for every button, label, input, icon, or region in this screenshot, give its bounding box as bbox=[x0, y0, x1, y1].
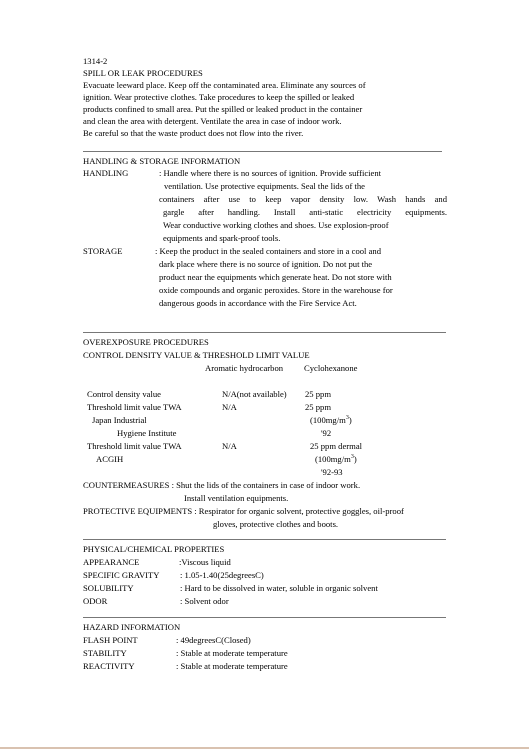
cell-tlv-cyclohexanone: 25 ppm bbox=[305, 402, 332, 412]
countermeasures-line: COUNTERMEASURES : Shut the lids of the containers in case of indoor work. bbox=[83, 480, 361, 490]
handling-line: equipments and spark-proof tools. bbox=[163, 233, 281, 243]
spill-line: products confined to small area. Put the spilled or leaked product in the container bbox=[83, 104, 363, 114]
handling-line: ventilation. Use protective equipments. Seal the lids of the bbox=[164, 181, 365, 191]
odor-label: ODOR bbox=[83, 596, 108, 606]
section-divider bbox=[83, 539, 446, 540]
section-divider bbox=[83, 332, 446, 333]
handling-line: containers after use to keep vapor density low. Wash hands and bbox=[159, 194, 447, 204]
cell-hygiene-year: '92 bbox=[321, 428, 332, 438]
odor-value: : Solvent odor bbox=[180, 596, 229, 606]
spill-line: ignition. Wear protective clothes. Take procedures to keep the spilled or leaked bbox=[83, 92, 355, 102]
hazard-information-title: HAZARD INFORMATION bbox=[83, 622, 181, 632]
row-label-tlv-twa: Threshold limit value TWA bbox=[87, 402, 182, 412]
appearance-label: APPEARANCE bbox=[83, 557, 140, 567]
stability-label: STABILITY bbox=[83, 648, 127, 658]
cell-control-cyclohexanone: 25 ppm bbox=[305, 389, 332, 399]
storage-label: STORAGE bbox=[83, 246, 123, 256]
specific-gravity-label: SPECIFIC GRAVITY bbox=[83, 570, 160, 580]
cell-acgih-mg: $(100mg/m^3)$ bbox=[315, 454, 357, 464]
cell-tlv2-cyclohexanone: 25 ppm dermal bbox=[310, 441, 363, 451]
overexposure-subtitle: CONTROL DENSITY VALUE & THRESHOLD LIMIT VALUE bbox=[83, 350, 310, 360]
section-divider bbox=[83, 617, 446, 618]
storage-line: dark place where there is no source of ignition. Do not put the bbox=[159, 259, 373, 269]
overexposure-title: OVEREXPOSURE PROCEDURES bbox=[83, 337, 209, 347]
handling-line: gargle after handling. Install anti-static electricity equipments. bbox=[163, 207, 447, 217]
cell-japan-mg: $(100mg/m^3)$ bbox=[310, 415, 352, 425]
row-label-tlv-twa: Threshold limit value TWA bbox=[87, 441, 182, 451]
document-id: 1314-2 bbox=[83, 56, 108, 66]
storage-line: oxide compounds and organic peroxides. Store in the warehouse for bbox=[159, 285, 393, 295]
cell-control-aromatic: N/A(not available) bbox=[222, 389, 287, 399]
stability-value: : Stable at moderate temperature bbox=[176, 648, 288, 658]
handling-line: : Handle where there is no sources of ignition. Provide sufficient bbox=[159, 168, 382, 178]
reactivity-label: REACTIVITY bbox=[83, 661, 135, 671]
reactivity-value: : Stable at moderate temperature bbox=[176, 661, 288, 671]
solubility-label: SOLUBILITY bbox=[83, 583, 134, 593]
storage-line: : Keep the product in the sealed containers and store in a cool and bbox=[155, 246, 381, 256]
row-label-hygiene-institute: Hygiene Institute bbox=[117, 428, 177, 438]
appearance-value: :Viscous liquid bbox=[179, 557, 231, 567]
spill-section-title: SPILL OR LEAK PROCEDURES bbox=[83, 68, 203, 78]
physical-properties-title: PHYSICAL/CHEMICAL PROPERTIES bbox=[83, 544, 225, 554]
storage-line: product near the equipments which generate heat. Do not store with bbox=[159, 272, 392, 282]
handling-storage-title: HANDLING & STORAGE INFORMATION bbox=[83, 156, 241, 166]
column-header-aromatic: Aromatic hydrocarbon bbox=[205, 363, 284, 373]
protective-equipment-line: PROTECTIVE EQUIPMENTS : Respirator for organic solvent, protective goggles, oil-proof bbox=[83, 506, 404, 516]
handling-label: HANDLING bbox=[83, 168, 129, 178]
cell-tlv-aromatic: N/A bbox=[222, 402, 237, 412]
solubility-value: : Hard to be dissolved in water, soluble in organic solvent bbox=[180, 583, 378, 593]
row-label-acgih: ACGIH bbox=[96, 454, 124, 464]
flash-point-value: : 49degreesC(Closed) bbox=[176, 635, 251, 645]
spill-line: Evacuate leeward place. Keep off the contaminated area. Eliminate any sources of bbox=[83, 80, 366, 90]
cell-acgih-year: '92-93 bbox=[321, 467, 343, 477]
flash-point-label: FLASH POINT bbox=[83, 635, 138, 645]
cell-tlv2-aromatic: N/A bbox=[222, 441, 237, 451]
section-divider bbox=[83, 151, 442, 152]
storage-line: dangerous goods in accordance with the Fire Service Act. bbox=[159, 298, 357, 308]
spill-line: and clean the area with detergent. Ventilate the area in case of indoor work. bbox=[83, 116, 342, 126]
column-header-cyclohexanone: Cyclohexanone bbox=[304, 363, 358, 373]
specific-gravity-value: : 1.05-1.40(25degreesC) bbox=[180, 570, 264, 580]
row-label-control-density: Control density value bbox=[87, 389, 161, 399]
spill-line: Be careful so that the waste product does not flow into the river. bbox=[83, 128, 304, 138]
countermeasures-line: Install ventilation equipments. bbox=[184, 493, 289, 503]
protective-equipment-line: gloves, protective clothes and boots. bbox=[213, 519, 339, 529]
row-label-japan-industrial: Japan Industrial bbox=[92, 415, 147, 425]
handling-line: Wear conductive working clothes and shoes. Use explosion-proof bbox=[163, 220, 389, 230]
